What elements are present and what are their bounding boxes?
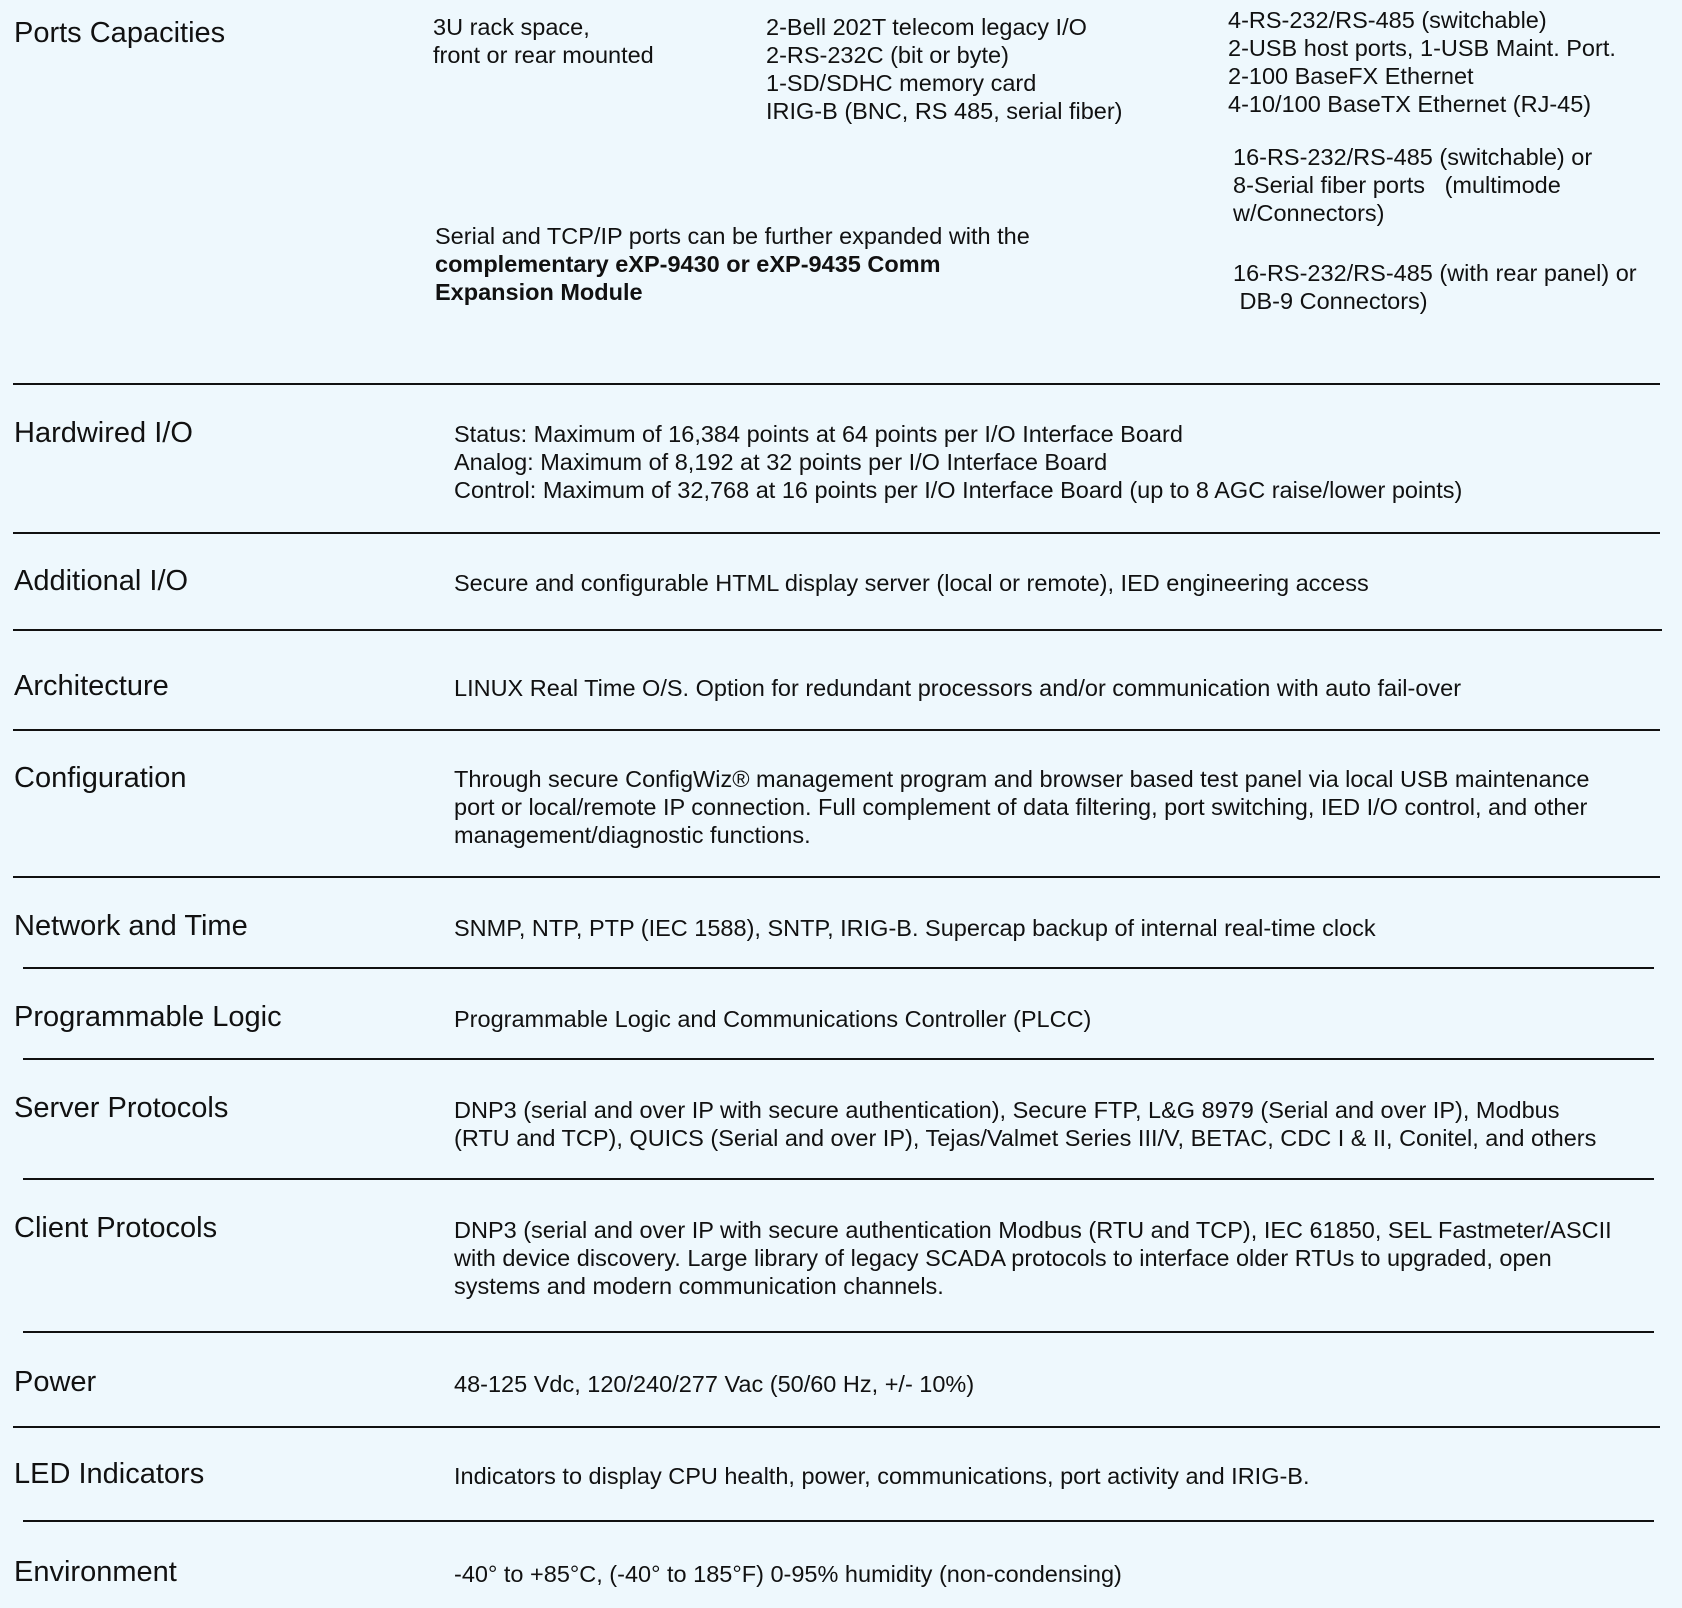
- row-divider: [13, 729, 1660, 731]
- server-protocols-line: (RTU and TCP), QUICS (Serial and over IP), Tejas/Valmet Series III/V, BETAC, CDC I & II, Conitel, and others: [454, 1125, 1597, 1151]
- expansion-bold-line: complementary eXP-9430 or eXP-9435 Comm: [435, 251, 941, 277]
- hardwired-line: Control: Maximum of 32,768 at 16 points per I/O Interface Board (up to 8 AGC raise/lower points): [454, 477, 1463, 503]
- ports-col3a: [1228, 6, 1616, 118]
- client-protocols-line: DNP3 (serial and over IP with secure authentication Modbus (RTU and TCP), IEC 61850, SEL Fastmeter/ASCII: [454, 1217, 1612, 1243]
- network-time-label: Network and Time: [14, 910, 248, 942]
- server-protocols-line: DNP3 (serial and over IP with secure authentication), Secure FTP, L&G 8979 (Serial and over IP), Modbus: [454, 1097, 1560, 1123]
- programmable-logic-text: Programmable Logic and Communications Controller (PLCC): [454, 1006, 1092, 1032]
- ports-col3c-line: DB-9 Connectors): [1233, 288, 1428, 314]
- row-divider: [13, 629, 1662, 631]
- row-divider: [23, 1058, 1654, 1060]
- ports-col2-line: 1-SD/SDHC memory card: [766, 70, 1037, 96]
- configuration-line: port or local/remote IP connection. Full complement of data filtering, port switching, IED I/O control, and other: [454, 794, 1588, 820]
- ports-col3c-line: 16-RS-232/RS-485 (with rear panel) or: [1233, 260, 1637, 286]
- ports-col3a-line: 4-RS-232/RS-485 (switchable): [1228, 7, 1547, 33]
- client-protocols-line: with device discovery. Large library of legacy SCADA protocols to interface older RTUs to upgraded, open: [454, 1245, 1552, 1271]
- ports-expansion-note: [435, 222, 1030, 306]
- architecture-label: Architecture: [14, 670, 169, 702]
- expansion-bold-line: Expansion Module: [435, 279, 643, 305]
- programmable-logic-label: Programmable Logic: [14, 1001, 282, 1033]
- hardwired-line: Status: Maximum of 16,384 points at 64 points per I/O Interface Board: [454, 421, 1183, 447]
- client-protocols-line: systems and modern communication channels.: [454, 1273, 944, 1299]
- led-indicators-text: Indicators to display CPU health, power, communications, port activity and IRIG-B.: [454, 1463, 1310, 1489]
- architecture-text: LINUX Real Time O/S. Option for redundant processors and/or communication with auto fail-over: [454, 675, 1462, 701]
- hardwired-io-text: [454, 420, 1462, 504]
- ports-col3a-line: 2-100 BaseFX Ethernet: [1228, 63, 1474, 89]
- configuration-label: Configuration: [14, 762, 187, 794]
- client-protocols-label: Client Protocols: [14, 1212, 218, 1244]
- environment-text: -40° to +85°C, (-40° to 185°F) 0-95% humidity (non-condensing): [454, 1561, 1122, 1587]
- row-divider: [23, 1178, 1654, 1180]
- server-protocols-label: Server Protocols: [14, 1092, 229, 1124]
- server-protocols-text: [454, 1096, 1596, 1152]
- ports-col2-line: 2-Bell 202T telecom legacy I/O: [766, 14, 1087, 40]
- hardwired-line: Analog: Maximum of 8,192 at 32 points per I/O Interface Board: [454, 449, 1108, 475]
- configuration-line: management/diagnostic functions.: [454, 822, 811, 848]
- ports-col3c: [1233, 259, 1637, 315]
- row-divider: [23, 967, 1654, 969]
- ports-col3b-line: 16-RS-232/RS-485 (switchable) or: [1233, 144, 1593, 170]
- ports-col3a-line: 2-USB host ports, 1-USB Maint. Port.: [1228, 35, 1616, 61]
- ports-col2-line: IRIG-B (BNC, RS 485, serial fiber): [766, 98, 1123, 124]
- row-divider: [13, 532, 1660, 534]
- power-text: 48-125 Vdc, 120/240/277 Vac (50/60 Hz, +/- 10%): [454, 1371, 975, 1397]
- row-divider: [23, 1331, 1654, 1333]
- row-divider: [13, 383, 1660, 385]
- configuration-line: Through secure ConfigWiz® management program and browser based test panel via local USB maintenance: [454, 766, 1590, 792]
- ports-col3b-line: w/Connectors): [1233, 200, 1385, 226]
- client-protocols-text: [454, 1216, 1612, 1300]
- ports-col1: [433, 13, 654, 69]
- ports-col3a-line: 4-10/100 BaseTX Ethernet (RJ-45): [1228, 91, 1592, 117]
- row-divider: [13, 1426, 1660, 1428]
- ports-col1-line: front or rear mounted: [433, 42, 654, 68]
- ports-col2-line: 2-RS-232C (bit or byte): [766, 42, 1009, 68]
- ports-col1-line: 3U rack space,: [433, 14, 590, 40]
- led-indicators-label: LED Indicators: [14, 1458, 205, 1490]
- environment-label: Environment: [14, 1556, 177, 1588]
- ports-col3b-line: 8-Serial fiber ports (multimode: [1233, 172, 1561, 198]
- configuration-text: [454, 765, 1589, 849]
- additional-io-text: Secure and configurable HTML display server (local or remote), IED engineering access: [454, 570, 1369, 596]
- ports-capacities-label: Ports Capacities: [14, 17, 226, 49]
- ports-col3b: [1233, 143, 1592, 227]
- network-time-text: SNMP, NTP, PTP (IEC 1588), SNTP, IRIG-B. Supercap backup of internal real-time clock: [454, 915, 1376, 941]
- additional-io-label: Additional I/O: [14, 565, 189, 597]
- hardwired-io-label: Hardwired I/O: [14, 417, 193, 449]
- ports-col2: [766, 13, 1123, 125]
- expansion-line: Serial and TCP/IP ports can be further expanded with the: [435, 223, 1030, 249]
- row-divider: [13, 876, 1660, 878]
- row-divider: [23, 1520, 1654, 1522]
- power-label: Power: [14, 1366, 97, 1398]
